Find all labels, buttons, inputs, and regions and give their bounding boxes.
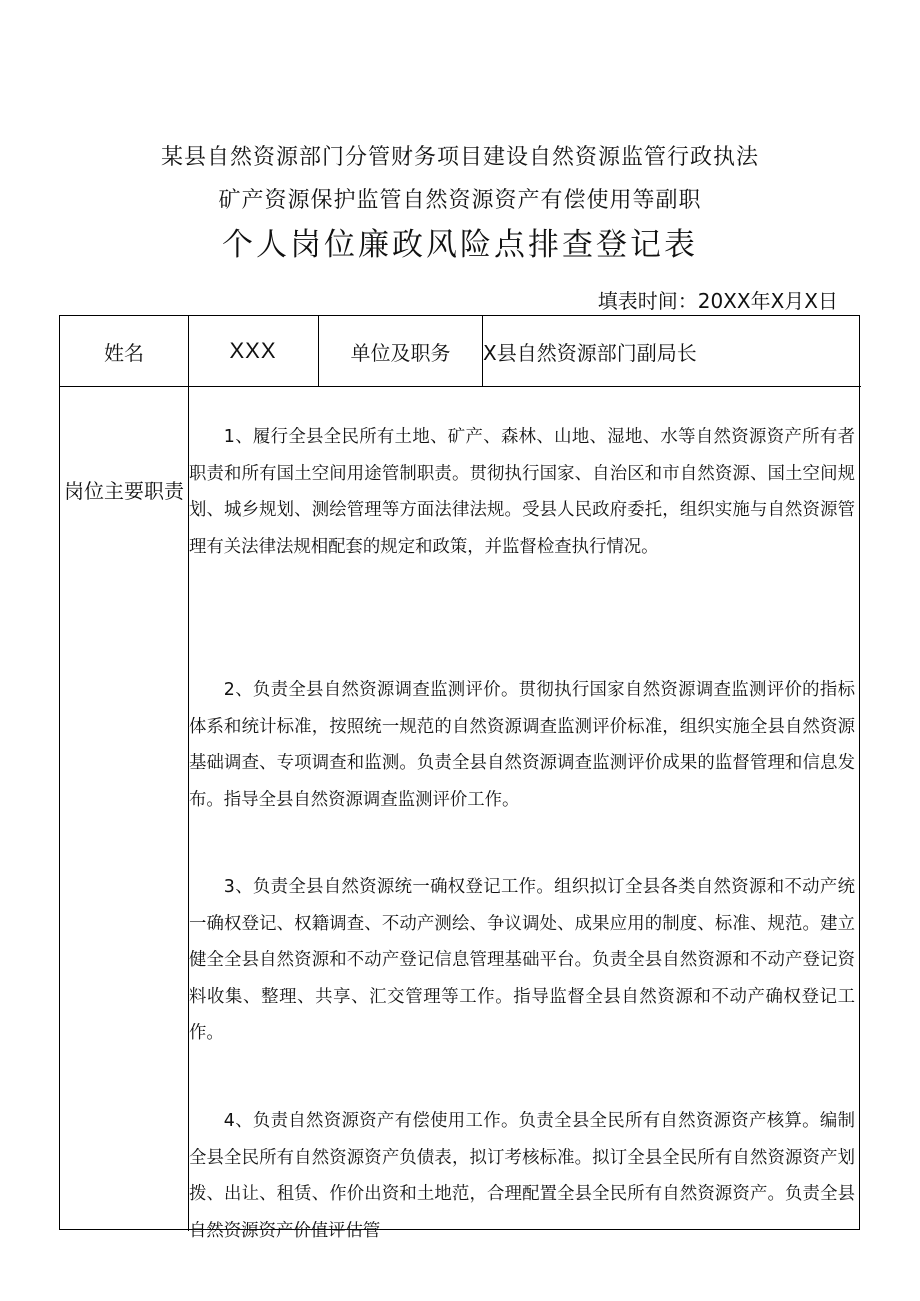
row-divider <box>60 386 861 387</box>
title-line-2: 矿产资源保护监管自然资源资产有偿使用等副职 <box>218 188 702 213</box>
duty-item-3: 3、负责全县自然资源统一确权登记工作。组织拟订全县各类自然资源和不动产统一确权登记、权籍调查、不动产测绘、争议调处、成果应用的制度、标准、规范。建立健全全县自然资源和不动产登记信息管理基础平台。负责全县自然资源和不动产登记资料收集、整理、共享、汇交管理等工作。指导监督全县自然资源和不动产确权登记工作。 <box>189 877 855 1043</box>
duty-item-4: 4、负责自然资源资产有偿使用工作。负责全县全民所有自然资源资产核算。编制全县全民所有自然资源资产负债表，拟订考核标准。拟订全县全民所有自然资源资产划拨、出让、租赁、作价出资和土地范，合理配置全县全民所有自然资源资产。负责全县自然资源资产价值评估管 <box>189 1111 855 1241</box>
registration-form-table <box>59 315 860 1241</box>
fill-date: 填表时间：20XX年X月X日 <box>597 289 838 313</box>
post-label: 单位及职务 <box>350 340 451 365</box>
duty-item-1: 1、履行全县全民所有土地、矿产、森林、山地、湿地、水等自然资源资产所有者职责和所有国土空间用途管制职责。贯彻执行国家、自治区和市自然资源、国土空间规划、城乡规划、测绘管理等方面法律法规。受县人民政府委托，组织实施与自然资源管理有关法律法规相配套的规定和政策，并监督检查执行情况。 <box>189 427 855 557</box>
name-label: 姓名 <box>104 340 144 365</box>
post-value: X县自然资源部门副局长 <box>483 340 697 365</box>
form-title: 个人岗位廉政风险点排查登记表 <box>222 227 698 263</box>
name-value: XXX <box>229 338 277 363</box>
title-line-1: 某县自然资源部门分管财务项目建设自然资源监管行政执法 <box>160 145 759 170</box>
duty-label: 岗位主要职责 <box>64 479 184 503</box>
duty-item-2: 2、负责全县自然资源调查监测评价。贯彻执行国家自然资源调查监测评价的指标体系和统计标准，按照统一规范的自然资源调查监测评价标准，组织实施全县自然资源基础调查、专项调查和监测。负责全县自然资源调查监测评价成果的监督管理和信息发布。指导全县自然资源调查监测评价工作。 <box>189 680 855 810</box>
